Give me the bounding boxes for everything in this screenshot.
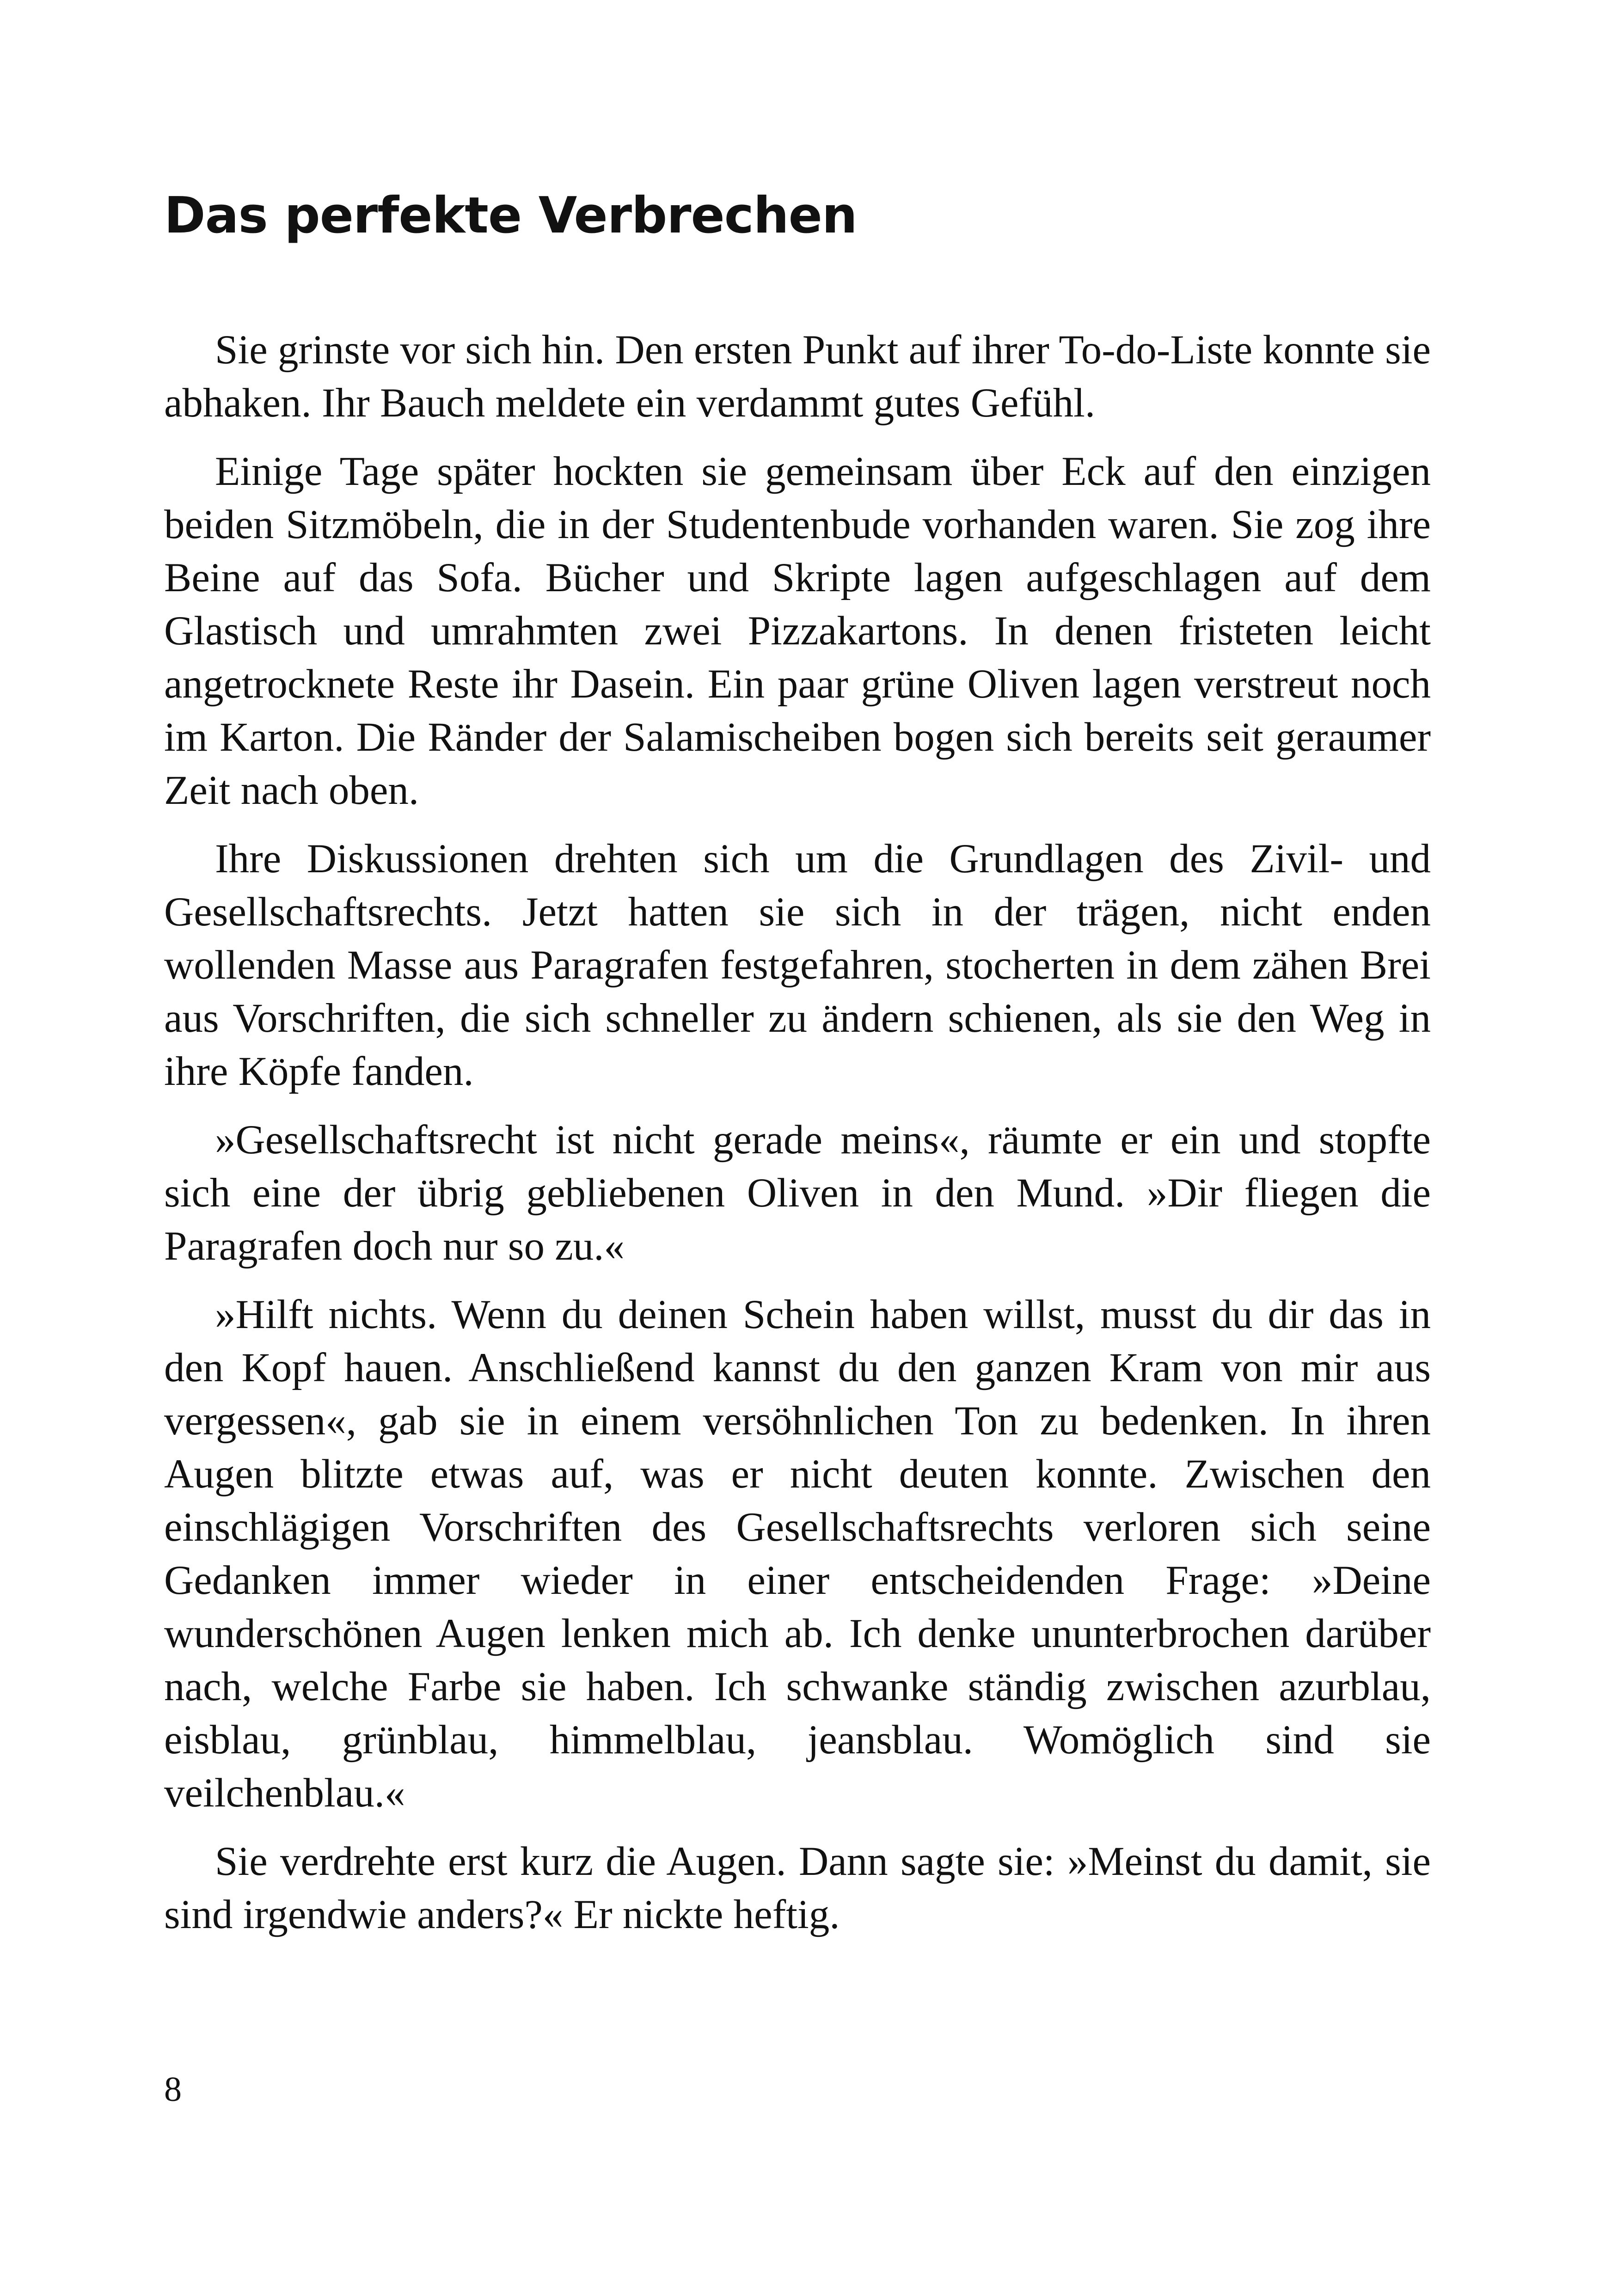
book-page [164,0,1431,2296]
page-number: 8 [164,2070,182,2109]
paragraph: Ihre Diskussionen drehten sich um die Grundlagen des Zivil- und Gesellschaftsrechts. Jetzt hatten sie sich in der trägen, nicht enden wollenden Masse aus Paragrafen festgefahren, stocherten in dem zähen Brei aus Vorschriften, die sich schneller zu ändern schienen, als sie den Weg in ihre Köpfe fanden. [164,836,1431,1094]
paragraph: »Gesellschaftsrecht ist nicht gerade meins«, räumte er ein und stopfte sich eine der übrig gebliebenen Oliven in den Mund. »Dir fliegen die Paragrafen doch nur so zu.« [164,1117,1431,1269]
paragraph: »Hilft nichts. Wenn du deinen Schein haben willst, musst du dir das in den Kopf hauen. Anschließend kannst du den ganzen Kram von mir aus vergessen«, gab sie in einem versöhnlichen Ton zu bedenken. In ihren Augen blitzte etwas auf, was er nicht deuten konnte. Zwischen den einschlägigen Vorschriften des Gesellschaftsrechts verloren sich seine Gedanken immer wieder in einer entscheidenden Frage: »Deine wunderschönen Augen lenken mich ab. Ich denke ununterbrochen darüber nach, welche Farbe sie haben. Ich schwanke ständig zwischen azurblau, eisblau, grünblau, himmelblau, jeansblau. Womöglich sind sie veilchenblau.« [164,1292,1431,1816]
chapter-title: Das perfekte Verbrechen [164,187,857,245]
paragraph: Einige Tage später hockten sie gemeinsam über Eck auf den einzigen beiden Sitzmöbeln, die in der Studentenbude vorhanden waren. Sie zog ihre Beine auf das Sofa. Bücher und Skripte lagen aufgeschlagen auf dem Glastisch und umrahmten zwei Pizzakartons. In denen fristeten leicht angetrocknete Reste ihr Dasein. Ein paar grüne Oliven lagen verstreut noch im Karton. Die Ränder der Salamischeiben bogen sich bereits seit geraumer Zeit nach oben. [164,449,1431,813]
body-text [164,324,1431,1957]
paragraph: Sie grinste vor sich hin. Den ersten Punkt auf ihrer To-do-Liste konnte sie abhaken. Ihr Bauch meldete ein verdammt gutes Gefühl. [164,327,1431,426]
paragraph: Sie verdrehte erst kurz die Augen. Dann sagte sie: »Meinst du damit, sie sind irgendwie anders?« Er nickte heftig. [164,1839,1431,1937]
